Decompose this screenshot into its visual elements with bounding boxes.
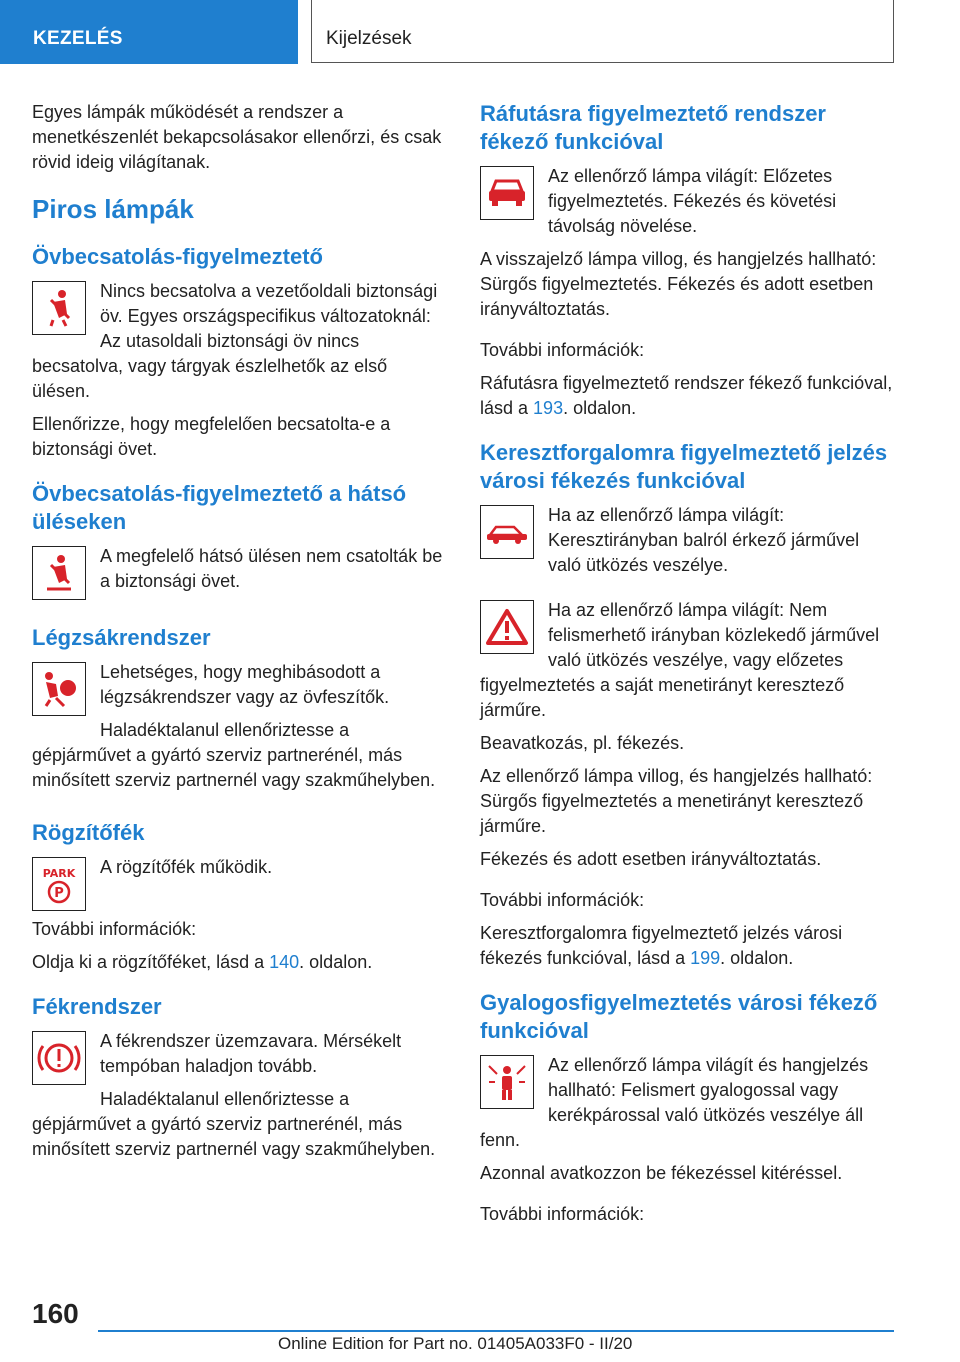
airbag-warning-icon bbox=[32, 662, 86, 716]
parking-brake-heading: Rögzítőfék bbox=[32, 820, 145, 845]
pedestrian-more-info: További információk: bbox=[480, 1204, 645, 1224]
parking-reference: Oldja ki a rögzítőféket, lásd a 140. oldalon. bbox=[32, 952, 373, 972]
intro-paragraph: Egyes lámpák működését a rendszer a menetkészenlét bekapcsolásakor ellenőrzi, és csak rövid ideig világítanak. bbox=[32, 102, 442, 172]
page-link-199[interactable]: 199 bbox=[690, 948, 721, 968]
seatbelt-text: Nincs becsatolva a vezetőoldali biztonsági öv. Egyes országspecifikus változatoknál: Az utasoldali biztonsági öv nincs becsatolva, vagy tárgyak észlelhetők az első ülésen. bbox=[32, 281, 438, 401]
crossing-text: Ha az ellenőrző lámpa világít: Keresztirányban balról érkező járművel való ütközés veszélye. bbox=[548, 505, 860, 575]
seatbelt-warning-icon bbox=[32, 281, 86, 335]
collision-more-info: További információk: bbox=[480, 340, 645, 360]
collision-reference: Ráfutásra figyelmeztető rendszer fékező funkcióval, lásd a 193. oldalon. bbox=[480, 373, 893, 418]
brake-check-text: Haladéktalanul ellenőriztesse a gépjárművet a gyártó szerviz partnerénél, más minősített szerviz partnernél vagy szakműhelyben. bbox=[32, 1089, 436, 1159]
collision-heading: Ráfutásra figyelmeztető rendszer fékező funkcióval bbox=[480, 101, 826, 154]
crossing-text-3: Beavatkozás, pl. fékezés. bbox=[480, 733, 685, 753]
crossing-text-4: Az ellenőrző lámpa villog, és hangjelzés hallható: Sürgős figyelmeztetés a menetirányt keresztező járműre. bbox=[480, 766, 873, 836]
seatbelt-rear-block bbox=[32, 544, 447, 606]
crossing-more-info: További információk: bbox=[480, 890, 645, 910]
crossing-traffic-icon bbox=[480, 505, 534, 559]
brake-system-heading: Fékrendszer bbox=[32, 994, 162, 1019]
section-title: KEZELÉS bbox=[33, 28, 123, 49]
airbag-check-text: Haladéktalanul ellenőriztesse a gépjárművet a gyártó szerviz partnerénél, más minősített szerviz partnernél vagy szakműhelyben. bbox=[32, 720, 436, 790]
parking-more-info: További információk: bbox=[32, 919, 197, 939]
parking-brake-text: A rögzítőfék működik. bbox=[100, 857, 273, 877]
page-number: 160 bbox=[32, 1298, 79, 1329]
svg-text:P: P bbox=[54, 886, 64, 901]
red-lamps-heading: Piros lámpák bbox=[32, 194, 194, 224]
seatbelt-rear-text: A megfelelő hátsó ülésen nem csatolták be a biztonsági övet. bbox=[100, 546, 443, 591]
crossing-block-2 bbox=[480, 598, 895, 731]
crossing-text-2: Ha az ellenőrző lámpa világít: Nem felismerhető irányban közlekedő járművel való ütközés veszélye, vagy előzetes figyelmeztetés a saját menetirányt keresztező járműre. bbox=[480, 600, 880, 720]
pedestrian-warning-icon bbox=[480, 1055, 534, 1109]
crossing-reference: Keresztforgalomra figyelmeztető jelzés városi fékezés funkcióval, lásd a 199. oldalon. bbox=[480, 923, 843, 968]
seatbelt-block bbox=[32, 279, 447, 412]
seatbelt-check-text: Ellenőrizze, hogy megfelelően becsatolta-e a biztonsági övet. bbox=[32, 414, 391, 459]
parking-brake-icon bbox=[32, 857, 86, 911]
collision-text: Az ellenőrző lámpa világít: Előzetes figyelmeztetés. Fékezés és követési távolság növelése. bbox=[548, 166, 837, 236]
pedestrian-action-text: Azonnal avatkozzon be fékezéssel kitéréssel. bbox=[480, 1163, 843, 1183]
brake-block bbox=[32, 1029, 447, 1170]
airbag-heading: Légzsákrendszer bbox=[32, 625, 211, 650]
airbag-text: Lehetséges, hogy meghibásodott a légzsákrendszer vagy az övfeszítők. bbox=[100, 662, 390, 707]
collision-warning-icon bbox=[480, 166, 534, 220]
chapter-title: Kijelzések bbox=[326, 28, 412, 49]
warning-triangle-icon bbox=[480, 600, 534, 654]
pedestrian-block bbox=[480, 1053, 895, 1161]
footer-edition: Online Edition for Part no. 01405A033F0 - II/20 bbox=[278, 1334, 633, 1353]
seatbelt-heading: Övbecsatolás-figyelmeztető bbox=[32, 244, 323, 269]
right-column bbox=[480, 100, 895, 1235]
page-link-140[interactable]: 140 bbox=[269, 952, 300, 972]
footer-divider bbox=[98, 1330, 894, 1332]
seatbelt-rear-heading: Övbecsatolás-figyelmeztető a hátsó üléseken bbox=[32, 481, 407, 534]
pedestrian-heading: Gyalogosfigyelmeztetés városi fékező funkcióval bbox=[480, 990, 878, 1043]
pedestrian-text: Az ellenőrző lámpa világít és hangjelzés hallható: Felismert gyalogossal vagy kerékpárossal való ütközés veszélye áll fenn. bbox=[480, 1055, 869, 1150]
section-tab bbox=[0, 0, 298, 64]
rear-seatbelt-warning-icon bbox=[32, 546, 86, 600]
parking-brake-block bbox=[32, 855, 447, 917]
park-icon-label: PARK bbox=[42, 867, 76, 880]
airbag-block bbox=[32, 660, 447, 801]
left-column bbox=[32, 100, 447, 1170]
collision-block bbox=[480, 164, 895, 247]
chapter-tab bbox=[311, 0, 894, 63]
crossing-text-5: Fékezés és adott esetben irányváltoztatás. bbox=[480, 849, 822, 869]
collision-flash-text: A visszajelző lámpa villog, és hangjelzés hallható: Sürgős figyelmeztetés. Fékezés és adott esetben irányváltoztatás. bbox=[480, 249, 877, 319]
brake-text: A fékrendszer üzemzavara. Mérsékelt tempóban haladjon tovább. bbox=[100, 1031, 402, 1076]
brake-warning-icon bbox=[32, 1031, 86, 1085]
crossing-block bbox=[480, 503, 895, 586]
page-link-193[interactable]: 193 bbox=[533, 398, 564, 418]
crossing-heading: Keresztforgalomra figyelmeztető jelzés városi fékezés funkcióval bbox=[480, 440, 888, 493]
